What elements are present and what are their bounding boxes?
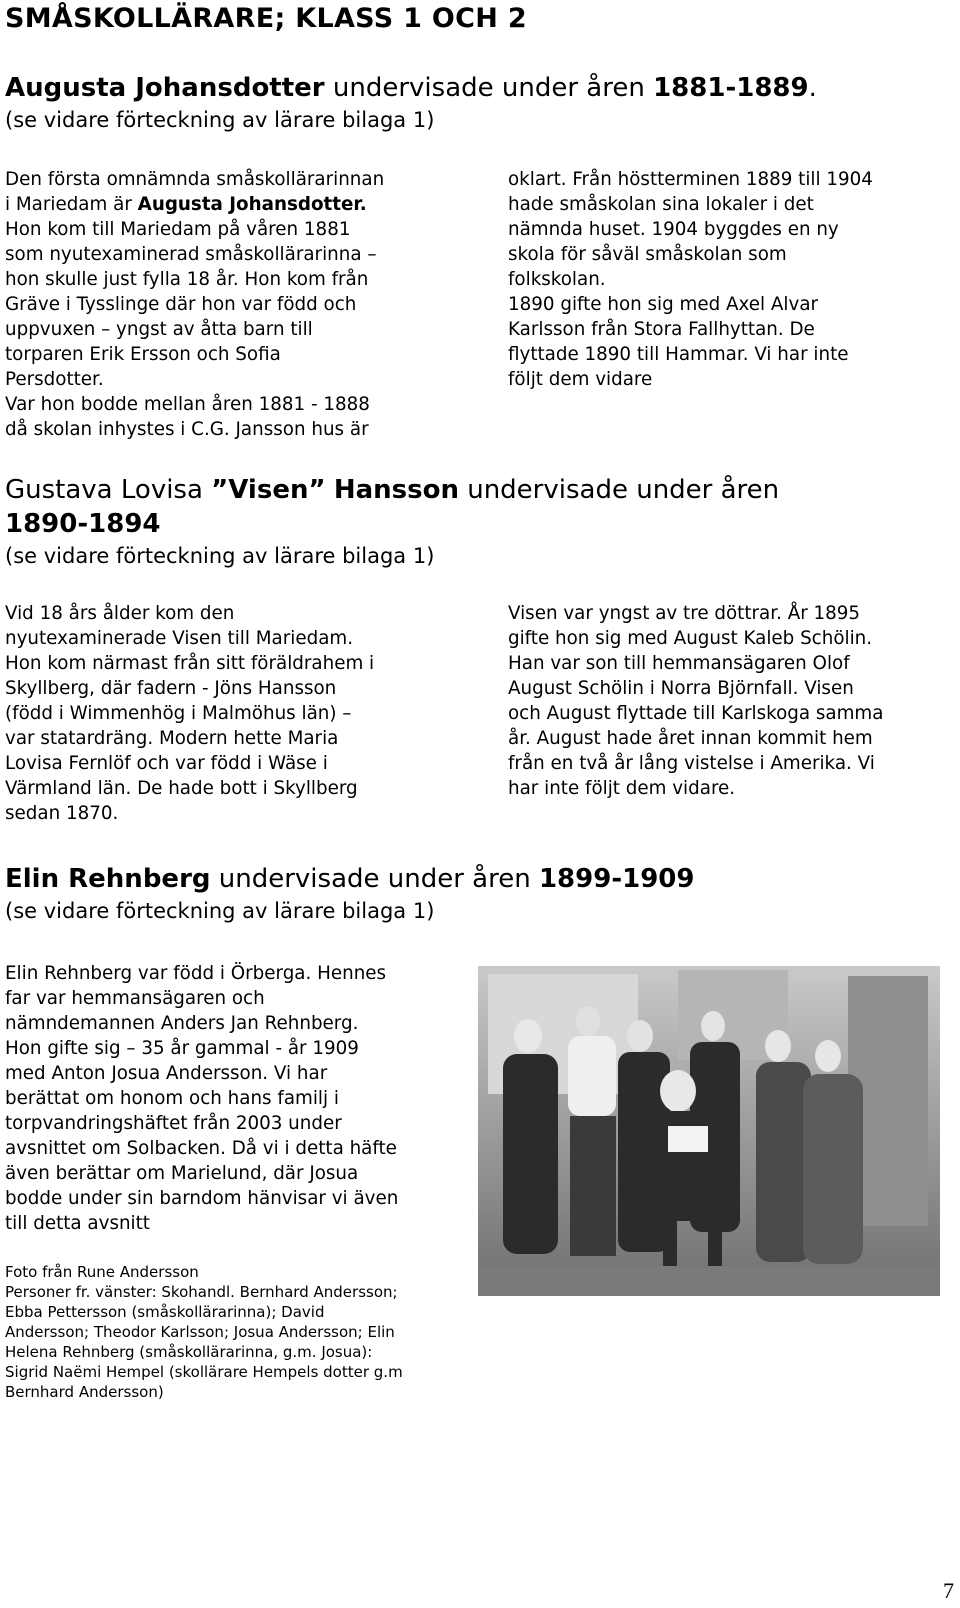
teacher-years: 1881-1889 [653,73,809,103]
section-heading-augusta [5,72,817,104]
teacher-years: 1899-1909 [538,864,695,894]
section-subheading: (se vidare förteckning av lärare bilaga 1) [5,899,435,923]
visen-right-column: Visen var yngst av tre döttrar. År 1895 gifte hon sig med August Kaleb Schölin. Han var son till hemmansägaren Olof August Schölin i Norra Björnfall. Visen och August flyttade till Karlskoga samma år. August hade året innan kommit hem från en två år lång vistelse i Amerika. Vi har inte följt dem vidare. [508,603,884,799]
heading-text: undervisade under åren [458,475,780,505]
teacher-name: Elin Rehnberg [5,864,211,894]
teacher-surname: Hansson [333,475,459,505]
elin-left-column: Elin Rehnberg var född i Örberga. Hennes far var hemmansägaren och nämndemannen Anders Jan Rehnberg. Hon gifte sig – 35 år gammal - år 1909 med Anton Josua Andersson. Vi har berättat om honom och hans familj i torpvandringshäftet från 2003 under avsnittet om Solbacken. Då vi i detta häfte även berättar om Marielund, där Josua bodde under sin barndom hänvisar vi även till detta avsnitt [5,963,399,1234]
teacher-nickname: ”Visen” [211,475,326,505]
visen-left-column: Vid 18 års ålder kom den nyutexaminerade Visen till Mariedam. Hon kom närmast från sitt föräldrahem i Skyllberg, där fadern - Jöns Hansson (född i Wimmenhög i Malmöhus län) – var statardräng. Modern hette Maria Lovisa Fernlöf och var född i Wäse i Värmland län. De hade bott i Skyllberg sedan 1870. [5,603,375,824]
group-photo [478,966,940,1296]
paragraph-text: Den första omnämnda småskollärarinnan i Mariedam är [5,169,385,215]
augusta-right-column: oklart. Från höstterminen 1889 till 1904 hade småskolan sina lokaler i det nämnda huset. 1904 byggdes en ny skola för såväl småskolan som folkskolan. 1890 gifte hon sig med Axel Alvar Karlsson från Stora Fallhyttan. De flyttade 1890 till Hammar. Vi har inte följt dem vidare [508,169,873,390]
group-photo-image [478,966,940,1296]
page-number: 7 [943,1578,954,1603]
page-title: SMÅSKOLLÄRARE; KLASS 1 OCH 2 [5,3,527,34]
section-subheading: (se vidare förteckning av lärare bilaga 1) [5,108,435,132]
section-heading-elin [5,863,695,895]
section-heading-visen [5,474,779,506]
heading-space [326,475,334,505]
teacher-name: Augusta Johansdotter [5,73,325,103]
photo-caption: Foto från Rune Andersson Personer fr. vänster: Skohandl. Bernhard Andersson; Ebba Pettersson (småskollärarinna); David Andersson; Theodor Karlsson; Josua Andersson; Elin Helena Rehnberg (småskollärarinna, g.m. Josua): Sigrid Naëmi Hempel (skollärare Hempels dotter g.m Bernhard Andersson) [5,1263,403,1401]
paragraph-text: Hon kom till Mariedam på våren 1881 som nyutexaminerad småskollärarinna – hon skulle just fylla 18 år. Hon kom från Gräve i Tysslinge där hon var född och uppvuxen – yngst av åtta barn till torparen Erik Ersson och Sofia Persdotter. Var hon bodde mellan åren 1881 - 1888 då skolan inhystes i C.G. Jansson hus är [5,219,377,440]
augusta-left-column [5,167,475,442]
heading-text: undervisade under åren [210,864,539,894]
paragraph-bold-name: Augusta Johansdotter. [137,194,367,215]
heading-dot: . [808,73,817,103]
section-subheading: (se vidare förteckning av lärare bilaga 1) [5,544,435,568]
heading-text: undervisade under åren [324,73,654,103]
teacher-years: 1890-1894 [5,509,161,539]
heading-text: Gustava Lovisa [5,475,212,505]
